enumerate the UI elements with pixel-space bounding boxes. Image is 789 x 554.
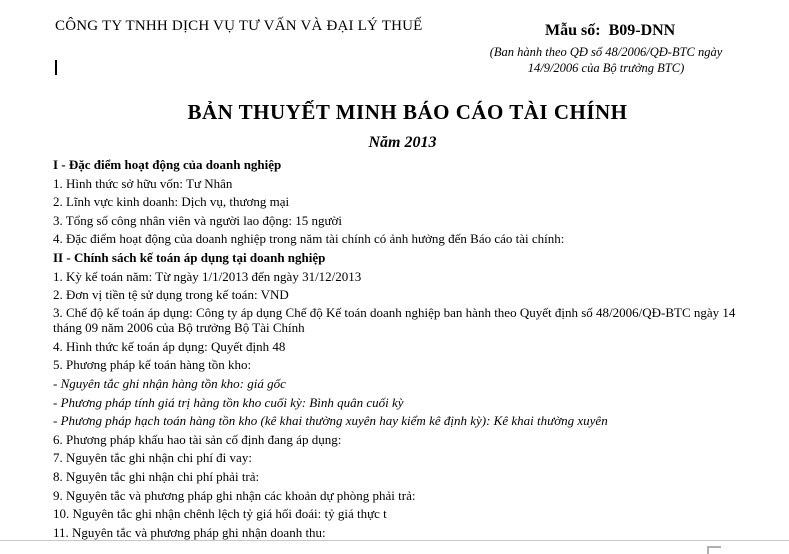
body-line: 4. Đặc điểm hoạt động của doanh nghiệp trong năm tài chính có ảnh hưởng đến Báo cáo tài chính: (53, 231, 565, 247)
body-line: 4. Hình thức kế toán áp dụng: Quyết định 48 (53, 338, 286, 354)
body-line: - Nguyên tắc ghi nhận hàng tồn kho: giá gốc (53, 375, 286, 391)
document-title: BẢN THUYẾT MINH BÁO CÁO TÀI CHÍNH (187, 100, 628, 124)
company-name: CÔNG TY TNHH DỊCH VỤ TƯ VẤN VÀ ĐẠI LÝ THUẾ (55, 18, 423, 34)
body-line: 8. Nguyên tắc ghi nhận chi phí phải trả: (53, 468, 260, 484)
body-line: 1. Hình thức sở hữu vốn: Tư Nhân (53, 175, 233, 191)
document-year: Năm 2013 (368, 134, 437, 151)
text-cursor (55, 60, 57, 75)
form-code: B09-DNN (608, 22, 676, 39)
body-line: 11. Nguyên tắc và phương pháp ghi nhận doanh thu: (53, 524, 326, 540)
body-line: 5. Phương pháp kế toán hàng tồn kho: (53, 357, 252, 373)
section-heading: I - Đặc điểm hoạt động của doanh nghiệp (53, 157, 282, 172)
body-line: - Phương pháp hạch toán hàng tồn kho (kê khai thường xuyên hay kiểm kê định kỳ): Kê khai thường xuyên (53, 413, 608, 429)
body-line: 3. Chế độ kế toán áp dụng: Công ty áp dụng Chế độ Kế toán doanh nghiệp ban hành theo Quyết định số 48/2006/QĐ-BTC ngày 14 tháng 09 năm 2006 của Bộ trưởng Bộ Tài Chính (53, 304, 736, 335)
page-bottom-rule (0, 540, 789, 541)
body-line: 6. Phương pháp khấu hao tài sản cố định đang áp dụng: (53, 431, 342, 447)
form-label: Mẫu số: (545, 22, 601, 39)
body-line: 1. Kỳ kế toán năm: Từ ngày 1/1/2013 đến ngày 31/12/2013 (53, 268, 362, 284)
document-body (53, 156, 753, 542)
body-line: 10. Nguyên tắc ghi nhận chênh lệch tỷ giá hối đoái: tỷ giá thực t (53, 506, 387, 522)
form-number (545, 22, 675, 40)
body-line: 3. Tổng số công nhân viên và người lao động: 15 người (53, 212, 343, 228)
body-line: 2. Đơn vị tiền tệ sử dụng trong kế toán: VND (53, 287, 289, 303)
body-line: 2. Lĩnh vực kinh doanh: Dịch vụ, thương mại (53, 194, 290, 210)
body-line: 9. Nguyên tắc và phương pháp ghi nhận các khoản dự phòng phải trả: (53, 487, 416, 503)
section-heading: II - Chính sách kế toán áp dụng tại doanh nghiệp (53, 249, 326, 265)
issued-note: (Ban hành theo QĐ số 48/2006/QĐ-BTC ngày 14/9/2006 của Bộ trưởng BTC) (489, 45, 723, 75)
body-line: 7. Nguyên tắc ghi nhận chi phí đi vay: (53, 450, 252, 466)
body-line: - Phương pháp tính giá trị hàng tồn kho cuối kỳ: Bình quân cuối kỳ (53, 394, 404, 410)
